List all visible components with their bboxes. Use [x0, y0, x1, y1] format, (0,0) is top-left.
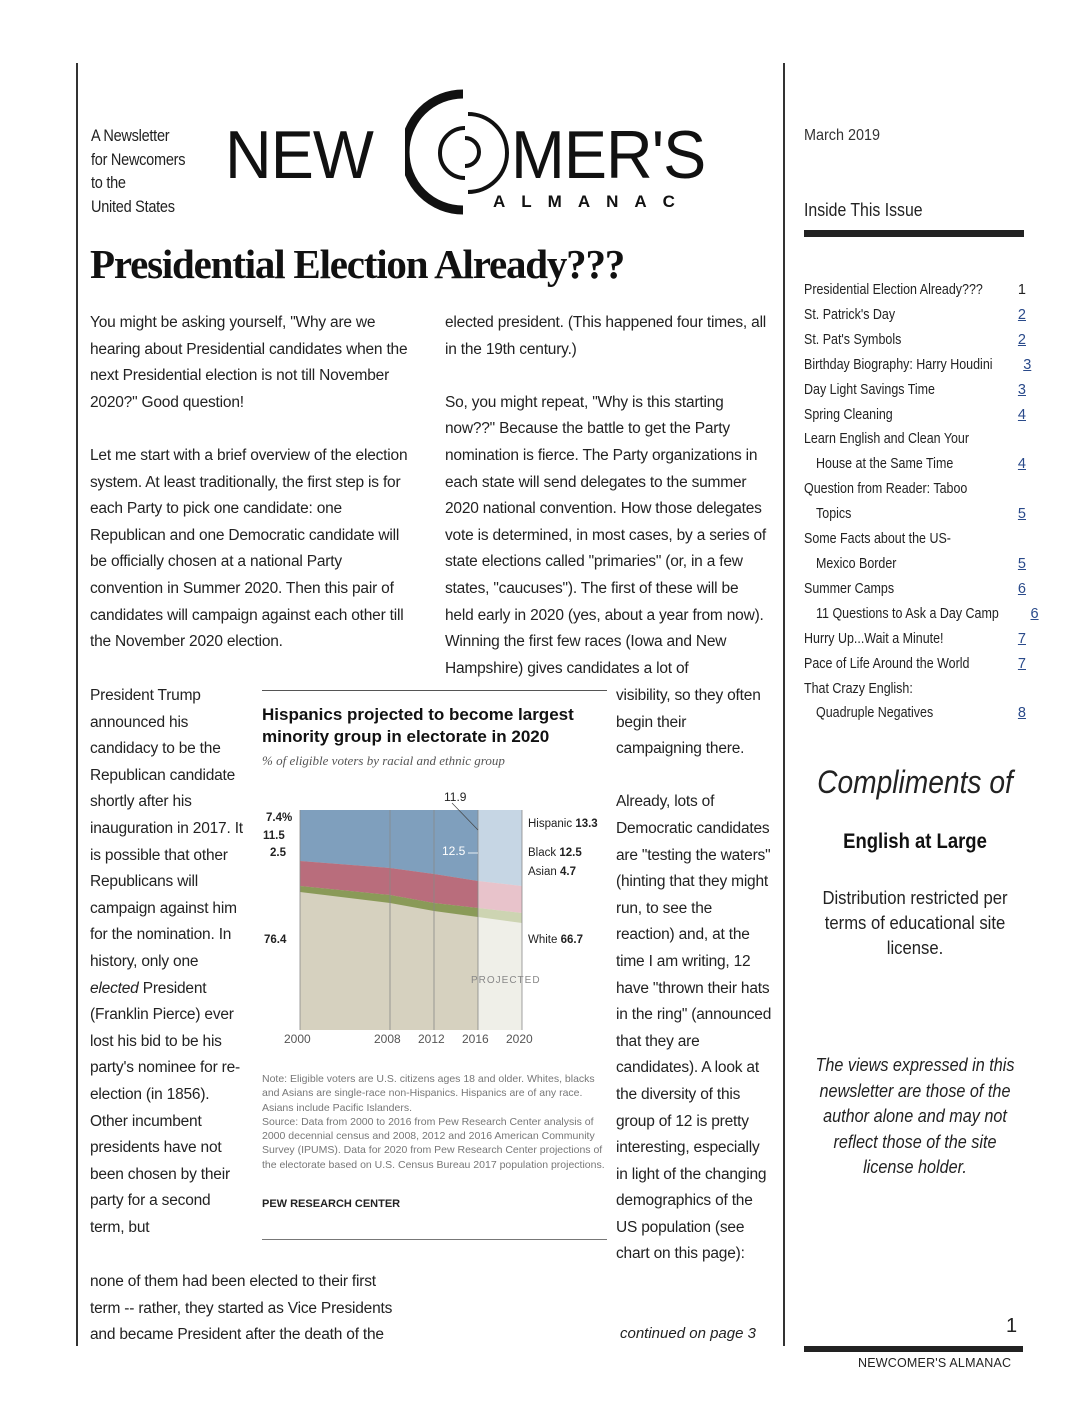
- page-number: 1: [1006, 1315, 1018, 1337]
- toc-page-link[interactable]: 3: [1023, 356, 1032, 373]
- paragraph: none of them had been elected to their first term -- rather, they started as Vice Presidents and became President after the death of the: [90, 1273, 393, 1344]
- distribution-notice: Distribution restricted per terms of educational site license.: [822, 887, 1008, 958]
- toc-item-title: That Crazy English:: [804, 680, 913, 697]
- chart-note: Note: Eligible voters are U.S. citizens ages 18 and older. Whites, blacks and Asians are single-race non-Hispanics. Hispanics are of any race. Asians include Pacific Islanders. Source: Data from 2000 to 2016 from Pew Research Center analysis of 2000 decennial census and 2008, 2012 and 2016 American Community Survey (IPUMS). Data for 2020 from Pew Research Center projections of the electorate based on U.S. Census Bureau 2017 population projections.: [262, 1073, 605, 1171]
- chart-label-black-2000: 11.5: [263, 830, 285, 842]
- newsletter-logo: [225, 88, 710, 218]
- toc-item-title: 11 Questions to Ask a Day Camp: [816, 605, 999, 622]
- footer-publication: NEWCOMER'S ALMANAC: [858, 1356, 1012, 1370]
- toc-page-link[interactable]: 7: [1017, 630, 1026, 647]
- paragraph: visibility, so they often begin their campaigning there.: [616, 687, 761, 758]
- toc-item-title: St. Patrick's Day: [804, 306, 896, 323]
- toc-item[interactable]: [804, 552, 1026, 577]
- toc-item: [804, 527, 1026, 552]
- toc-page-link: [1016, 477, 1026, 502]
- chart-label-asian-2020: Asian 4.7: [528, 866, 576, 878]
- toc-item[interactable]: [804, 303, 1026, 328]
- toc-item[interactable]: [804, 577, 1026, 602]
- toc-item: [804, 677, 1026, 702]
- toc-page-link[interactable]: 2: [1017, 331, 1026, 348]
- toc-item-title: Some Facts about the US-: [804, 531, 951, 548]
- compliments-heading: Compliments of: [817, 764, 1013, 800]
- tagline-line: for Newcomers: [91, 150, 186, 169]
- paragraph: Let me start with a brief overview of the election system. At least traditionally, the first step is for each Party to pick one candidate: one Republican and one Democratic candidate will be officially chosen at a national Party convention in Summer 2020. Then this pair of candidates will campaign against each other till the November 2020 election.: [90, 446, 408, 651]
- chart-label-white-2020: White 66.7: [528, 934, 583, 946]
- toc-item-title: Pace of Life Around the World: [804, 655, 970, 672]
- x-tick: 2008: [374, 1032, 401, 1046]
- sponsor-name: English at Large: [843, 830, 987, 853]
- article-column-2-narrow: [616, 683, 774, 1268]
- logo-text-right: MER'S: [511, 117, 706, 193]
- toc-item[interactable]: [804, 328, 1026, 353]
- sidebar-rule: [783, 63, 785, 1346]
- logo-text-left: NEW: [225, 117, 373, 193]
- chart-projected-label: PROJECTED: [471, 975, 541, 986]
- x-tick: 2000: [284, 1032, 311, 1046]
- masthead-tagline: [91, 125, 185, 219]
- chart-annotation-black-2016: 12.5: [442, 844, 466, 858]
- issue-date: March 2019: [804, 127, 881, 144]
- toc-item-title: St. Pat's Symbols: [804, 331, 902, 348]
- chart-title: Hispanics projected to become largest minority group in electorate in 2020: [262, 705, 574, 746]
- article-column-1-narrow: [90, 683, 248, 1241]
- chart-label-hispanic-2020: Hispanic 13.3: [528, 818, 598, 830]
- toc-item-title: Birthday Biography: Harry Houdini: [804, 356, 993, 373]
- toc-item[interactable]: [804, 502, 1026, 527]
- chart-top-rule: [262, 690, 607, 691]
- toc-item-title: Hurry Up...Wait a Minute!: [804, 630, 944, 647]
- toc-item: [804, 477, 1026, 502]
- paragraph: So, you might repeat, "Why is this starting now??" Because the battle to get the Party nomination is fierce. The Party organizations in each state will send delegates to the summer 2020 national convention. How those delegates vote is determined, in most cases, by a series of state elections called "primaries" (or, in a few states, "caucuses"). The first of these will be held early in 2020 (yes, about a year from now). Winning the first few races (Iowa and New Hampshire) gives candidates a lot of: [445, 393, 767, 677]
- toc-item-title: Day Light Savings Time: [804, 381, 936, 398]
- toc-item[interactable]: [804, 452, 1026, 477]
- toc-item[interactable]: [804, 378, 1026, 403]
- toc-page-link[interactable]: 3: [1017, 381, 1026, 398]
- chart-bottom-rule: [262, 1239, 607, 1240]
- chart-label-white-2000: 76.4: [264, 934, 287, 946]
- table-of-contents: [804, 278, 1039, 726]
- logo-subtitle: ALMANAC: [493, 192, 691, 211]
- toc-item: [804, 278, 1026, 303]
- toc-page-link: 1: [1017, 282, 1026, 298]
- toc-item-title: Question from Reader: Taboo: [804, 481, 968, 498]
- disclaimer: The views expressed in this newsletter are those of the author alone and may not reflect those of the site license holder.: [815, 1055, 1015, 1177]
- chart-subtitle: % of eligible voters by racial and ethnic group: [262, 753, 505, 768]
- x-tick: 2016: [462, 1032, 489, 1046]
- toc-page-link[interactable]: 5: [1017, 506, 1026, 523]
- chart-annotation-hispanic-2016: 11.9: [444, 790, 467, 804]
- toc-page-link[interactable]: 7: [1017, 655, 1026, 672]
- paragraph: You might be asking yourself, "Why are we hearing about Presidential candidates when the next Presidential election is not till November 2020?" Good question!: [90, 314, 408, 411]
- toc-item-title: Spring Cleaning: [804, 406, 893, 423]
- tagline-line: A Newsletter: [91, 127, 170, 145]
- toc-item-title: Mexico Border: [816, 555, 897, 572]
- toc-page-link: [1016, 527, 1026, 552]
- paragraph: President Trump announced his candidacy to be the Republican candidate shortly after his inauguration in 2017. It is possible that other Republicans will campaign against him for the nomination. In history, only one elected President (Franklin Pierce) ever lost his bid to be his party's nominee for re-election (in 1856). Other incumbent presidents have not been chosen by their party for a second term, but: [90, 687, 243, 1236]
- toc-item-title: Presidential Election Already???: [804, 282, 983, 298]
- chart-label-asian-2000: 2.5: [270, 847, 286, 859]
- toc-item[interactable]: [804, 602, 1039, 627]
- chart-label-black-2020: Black 12.5: [528, 847, 582, 859]
- toc-item[interactable]: [804, 627, 1026, 652]
- article-column-1-bottom: [90, 1269, 410, 1349]
- tagline-line: United States: [91, 197, 175, 216]
- toc-item[interactable]: [804, 353, 1032, 378]
- left-margin-rule: [76, 63, 78, 1346]
- toc-heading: Inside This Issue: [804, 200, 923, 220]
- x-tick: 2020: [506, 1032, 533, 1046]
- paragraph: elected president. (This happened four times, all in the 19th century.): [445, 314, 767, 358]
- toc-page-link[interactable]: 2: [1017, 306, 1026, 323]
- toc-item-title: House at the Same Time: [816, 456, 954, 473]
- toc-item-title: Summer Camps: [804, 580, 895, 597]
- chart-credit: PEW RESEARCH CENTER: [262, 1198, 401, 1210]
- footer-bar: [804, 1346, 1023, 1352]
- toc-heading-bar: [804, 230, 1024, 237]
- toc-item: [804, 427, 1026, 452]
- toc-page-link: [1016, 677, 1026, 702]
- toc-item-title: Quadruple Negatives: [816, 705, 934, 722]
- article-column-1: [90, 310, 410, 656]
- article-column-2: [445, 310, 770, 682]
- toc-item[interactable]: [804, 403, 1026, 428]
- toc-item-title: Learn English and Clean Your: [804, 431, 970, 448]
- toc-page-link[interactable]: 6: [1017, 580, 1026, 597]
- x-tick: 2012: [418, 1032, 445, 1046]
- chart-figure: [262, 690, 607, 1240]
- toc-page-link[interactable]: 8: [1017, 705, 1026, 722]
- toc-item[interactable]: [804, 652, 1026, 677]
- toc-item[interactable]: [804, 701, 1026, 726]
- toc-item-title: Topics: [816, 506, 852, 523]
- toc-page-link: [1016, 427, 1026, 452]
- toc-page-link[interactable]: 6: [1030, 605, 1039, 622]
- toc-page-link[interactable]: 4: [1017, 406, 1026, 423]
- tagline-line: to the: [91, 174, 126, 192]
- continued-note: continued on page 3: [620, 1325, 756, 1342]
- toc-page-link[interactable]: 4: [1017, 456, 1026, 473]
- article-headline: Presidential Election Already???: [90, 241, 625, 287]
- toc-page-link[interactable]: 5: [1017, 555, 1026, 572]
- paragraph: Already, lots of Democratic candidates are "testing the waters" (hinting that they might run, to see the reaction) and, at the time I am writing, 12 have "thrown their hats in the ring" (announced that they are candidates). A look at the diversity of this group of 12 is pretty interesting, especially in light of the changing demographics of the US population (see chart on this page):: [616, 793, 772, 1263]
- chart-label-hispanic-2000: 7.4%: [266, 812, 293, 824]
